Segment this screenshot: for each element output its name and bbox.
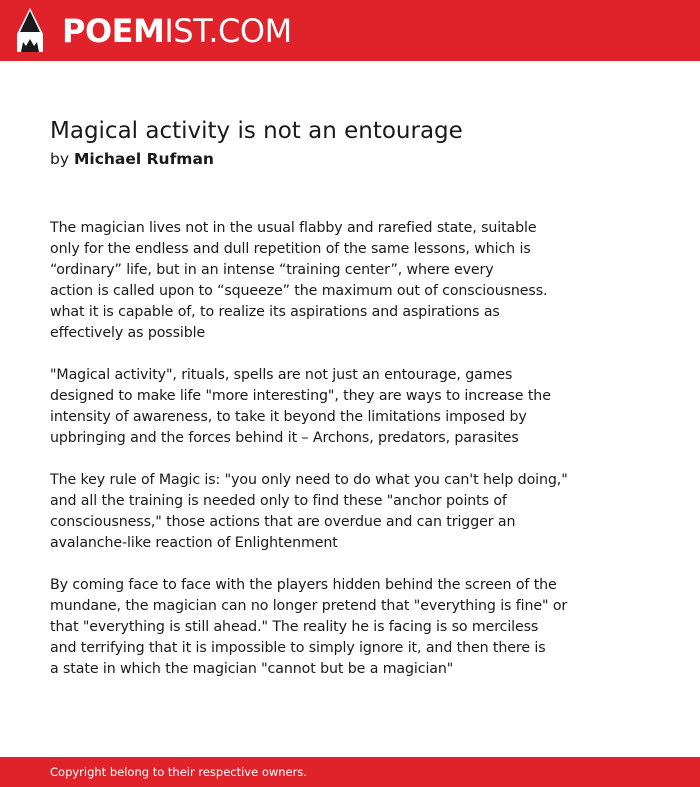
stanza [50,470,670,554]
author-name: Michael Rufman [73,150,214,168]
stanza [50,365,670,449]
stanza [50,218,670,344]
poem-title: Magical activity is not an entourage [50,118,463,144]
poem-line: mundane, the magician can no longer pretend that "everything is fine" or [50,598,568,614]
stanza [50,575,670,680]
poem-line: The magician lives not in the usual flabby and rarefied state, suitable [50,220,537,236]
site-brand[interactable] [62,11,292,51]
brand-bold: POEM [62,12,165,50]
poem-line: intensity of awareness, to take it beyond the limitations imposed by [50,409,527,425]
poem-line: By coming face to face with the players hidden behind the screen of the [50,577,557,593]
poem-line: avalanche-like reaction of Enlightenment [50,535,338,551]
poem-body [50,218,670,701]
poem-line: what it is capable of, to realize its aspirations and aspirations as [50,304,500,320]
poem-line: and terrifying that it is impossible to simply ignore it, and then there is [50,640,546,656]
site-footer [0,757,700,787]
poem-line: designed to make life "more interesting", they are ways to increase the [50,388,551,404]
site-header [0,0,700,61]
poem-line: upbringing and the forces behind it – Archons, predators, parasites [50,430,519,446]
poem-line: “ordinary” life, but in an intense “training center”, where every [50,262,494,278]
pencil-icon[interactable] [16,8,44,52]
copyright-notice: Copyright belong to their respective owners. [50,765,308,779]
poem-line: consciousness," those actions that are overdue and can trigger an [50,514,516,530]
poem-byline [50,148,214,170]
poem-line: action is called upon to “squeeze” the maximum out of consciousness. [50,283,548,299]
poem-line: that "everything is still ahead." The reality he is facing is so merciless [50,619,539,635]
poem-line: a state in which the magician "cannot but be a magician" [50,661,454,677]
brand-light: IST.COM [164,12,292,50]
poem-line: and all the training is needed only to find these "anchor points of [50,493,507,509]
by-label: by [50,150,70,168]
poem-line: effectively as possible [50,325,206,341]
poem-line: The key rule of Magic is: "you only need to do what you can't help doing," [50,472,568,488]
poem-line: "Magical activity", rituals, spells are not just an entourage, games [50,367,513,383]
poem-line: only for the endless and dull repetition of the same lessons, which is [50,241,531,257]
